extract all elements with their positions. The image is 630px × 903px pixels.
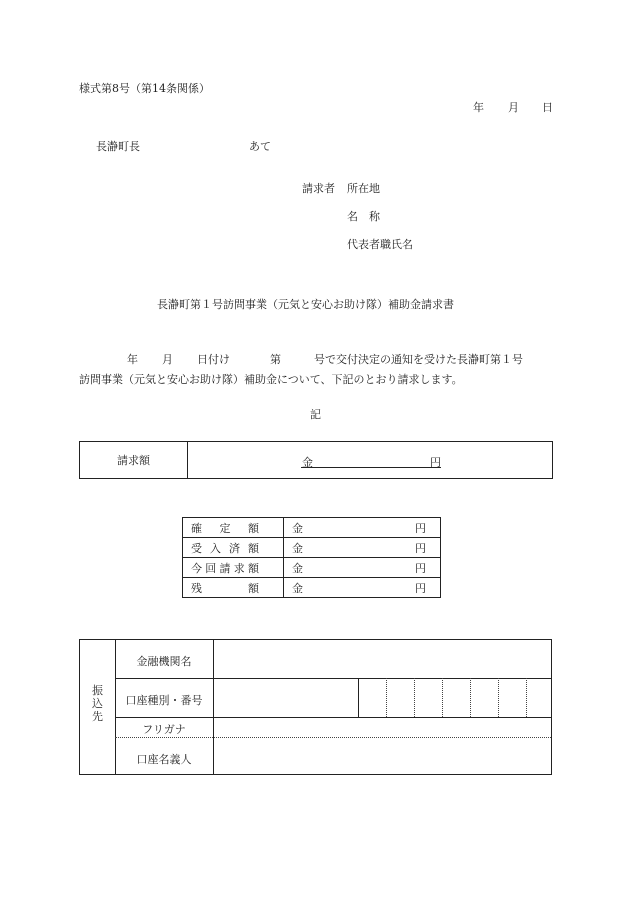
- account-digit-divider: [442, 678, 443, 717]
- bank-account-label: 口座種別・番号: [125, 694, 203, 707]
- breakdown-label-char: 額: [248, 521, 259, 535]
- account-digit-divider: [498, 678, 499, 717]
- breakdown-label-cell: [183, 538, 284, 558]
- body-line1: 号で交付決定の通知を受けた長瀞町第１号: [314, 353, 523, 366]
- account-digit-divider: [386, 678, 387, 717]
- requester-label: 請求者: [302, 182, 335, 195]
- body-dai: 第: [270, 353, 281, 366]
- bank-furigana-label: フリガナ: [142, 723, 186, 736]
- breakdown-label: [191, 560, 259, 576]
- breakdown-yen: 円: [415, 582, 426, 595]
- bank-holder-label: 口座名義人: [136, 753, 192, 766]
- breakdown-table: [182, 517, 441, 598]
- breakdown-label-cell: [183, 518, 284, 538]
- breakdown-label: [191, 580, 259, 596]
- breakdown-yen: 円: [415, 522, 426, 535]
- addressee-name: 長瀞町長: [96, 140, 140, 153]
- breakdown-row: [183, 538, 441, 558]
- breakdown-label-char: 回: [205, 561, 217, 575]
- bank-transfer-table: [79, 639, 552, 775]
- breakdown-label-cell: [183, 578, 284, 598]
- date-line: [0, 99, 630, 113]
- breakdown-row: [183, 578, 441, 598]
- date-day-label: 日: [542, 101, 553, 114]
- body-line2: 訪問事業（元気と安心お助け隊）補助金について、下記のとおり請求します。: [79, 373, 463, 386]
- breakdown-kin: 金: [292, 521, 303, 535]
- breakdown-kin: 金: [292, 581, 303, 595]
- breakdown-label-char: 求: [233, 561, 245, 575]
- request-amount-divider: [187, 442, 188, 478]
- bank-row-line-2: [115, 717, 551, 718]
- request-amount-yen: 円: [430, 456, 441, 469]
- bank-row-dotted-line: [115, 737, 551, 738]
- document-title: 長瀞町第１号訪問事業（元気と安心お助け隊）補助金請求書: [157, 298, 454, 311]
- breakdown-value-cell[interactable]: [284, 578, 441, 598]
- bank-section-label: 振 込 先: [92, 684, 103, 723]
- breakdown-label-char: 入: [210, 541, 221, 555]
- breakdown-label-char: 受: [191, 541, 202, 555]
- requester-address-label: 所在地: [347, 182, 380, 195]
- breakdown-label-char: 請: [219, 561, 231, 575]
- addressee-suffix: あて: [249, 140, 271, 153]
- bank-row-line-1: [115, 678, 551, 679]
- breakdown-label-char: 額: [248, 561, 259, 575]
- request-amount-kin: 金: [302, 456, 313, 469]
- request-amount-underline: [301, 467, 441, 468]
- account-digit-divider: [414, 678, 415, 717]
- breakdown-label-char: 残: [191, 581, 202, 595]
- bank-institution-label: 金融機関名: [136, 655, 192, 668]
- account-digit-divider: [526, 678, 527, 717]
- breakdown-kin: 金: [292, 541, 303, 555]
- breakdown-label-char: 済: [229, 541, 240, 555]
- breakdown-row: [183, 558, 441, 578]
- requester-name-label: 名 称: [347, 210, 380, 223]
- breakdown-value-cell[interactable]: [284, 558, 441, 578]
- breakdown-label-char: 額: [248, 581, 259, 595]
- body-year: 年: [127, 353, 138, 366]
- breakdown-label-char: 定: [219, 521, 231, 535]
- breakdown-label-char: 額: [248, 541, 259, 555]
- request-amount-label: 請求額: [117, 454, 150, 467]
- form-number: 様式第8号（第14条関係）: [79, 82, 210, 95]
- breakdown-label: [191, 540, 259, 556]
- requester-representative-label: 代表者職氏名: [347, 238, 413, 251]
- breakdown-value-cell[interactable]: [284, 518, 441, 538]
- account-digit-divider: [470, 678, 471, 717]
- breakdown-label-cell: [183, 558, 284, 578]
- breakdown-label: [191, 520, 259, 536]
- breakdown-yen: 円: [415, 542, 426, 555]
- breakdown-kin: 金: [292, 561, 303, 575]
- bank-label-divider: [213, 640, 214, 774]
- breakdown-label-char: 確: [191, 521, 202, 535]
- ki-label: 記: [310, 408, 321, 421]
- date-month-label: 月: [508, 101, 519, 114]
- breakdown-value-cell[interactable]: [284, 538, 441, 558]
- request-amount-table: [79, 441, 553, 479]
- breakdown-label-char: 今: [191, 561, 202, 575]
- body-day: 日付け: [197, 353, 230, 366]
- date-year-label: 年: [473, 101, 484, 114]
- breakdown-yen: 円: [415, 562, 426, 575]
- body-month: 月: [162, 353, 173, 366]
- breakdown-row: [183, 518, 441, 538]
